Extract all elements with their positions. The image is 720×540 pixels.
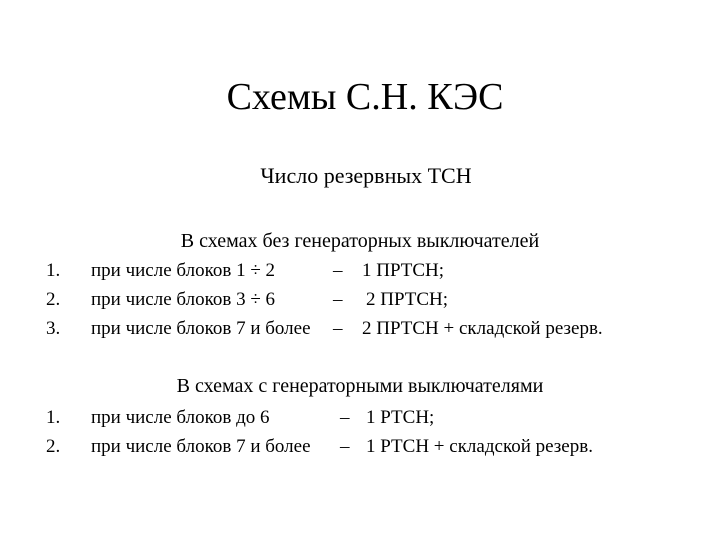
list-item-value: 1 РТСН; bbox=[366, 407, 435, 428]
list-item-dash: – bbox=[340, 436, 350, 457]
page-subtitle: Число резервных ТСН bbox=[260, 163, 472, 188]
list-item-dash: – bbox=[333, 289, 343, 310]
list-item bbox=[0, 432, 720, 461]
list-item-value: 1 ПРТСН; bbox=[362, 260, 445, 281]
section-heading-with-generator-breakers: В схемах с генераторными выключателями bbox=[176, 375, 544, 397]
list-item-condition: при числе блоков 1 ÷ 2 bbox=[91, 260, 275, 281]
list-item-condition: при числе блоков до 6 bbox=[91, 407, 270, 428]
section-heading-without-generator-breakers: В схемах без генераторных выключателей bbox=[180, 230, 540, 252]
page-title: Схемы С.Н. КЭС bbox=[226, 76, 504, 118]
list-item-condition: при числе блоков 7 и более bbox=[91, 318, 311, 339]
list-without-generator-breakers bbox=[0, 256, 720, 343]
list-item-condition: при числе блоков 7 и более bbox=[91, 436, 311, 457]
list-item-value: 2 ПРТСН + складской резерв. bbox=[362, 318, 603, 339]
list-item-condition: при числе блоков 3 ÷ 6 bbox=[91, 289, 275, 310]
list-item bbox=[0, 314, 720, 343]
list-item-dash: – bbox=[333, 318, 343, 339]
list-item-number: 1. bbox=[46, 260, 61, 281]
list-item-value: 2 ПРТСН; bbox=[366, 289, 449, 310]
list-item-number: 1. bbox=[46, 407, 61, 428]
list-item bbox=[0, 285, 720, 314]
list-item-dash: – bbox=[333, 260, 343, 281]
list-item-dash: – bbox=[340, 407, 350, 428]
list-item-value: 1 РТСН + складской резерв. bbox=[366, 436, 593, 457]
list-item-number: 3. bbox=[46, 318, 61, 339]
list-item-number: 2. bbox=[46, 436, 61, 457]
list-item bbox=[0, 256, 720, 285]
list-item-number: 2. bbox=[46, 289, 61, 310]
list-with-generator-breakers bbox=[0, 403, 720, 461]
list-item bbox=[0, 403, 720, 432]
